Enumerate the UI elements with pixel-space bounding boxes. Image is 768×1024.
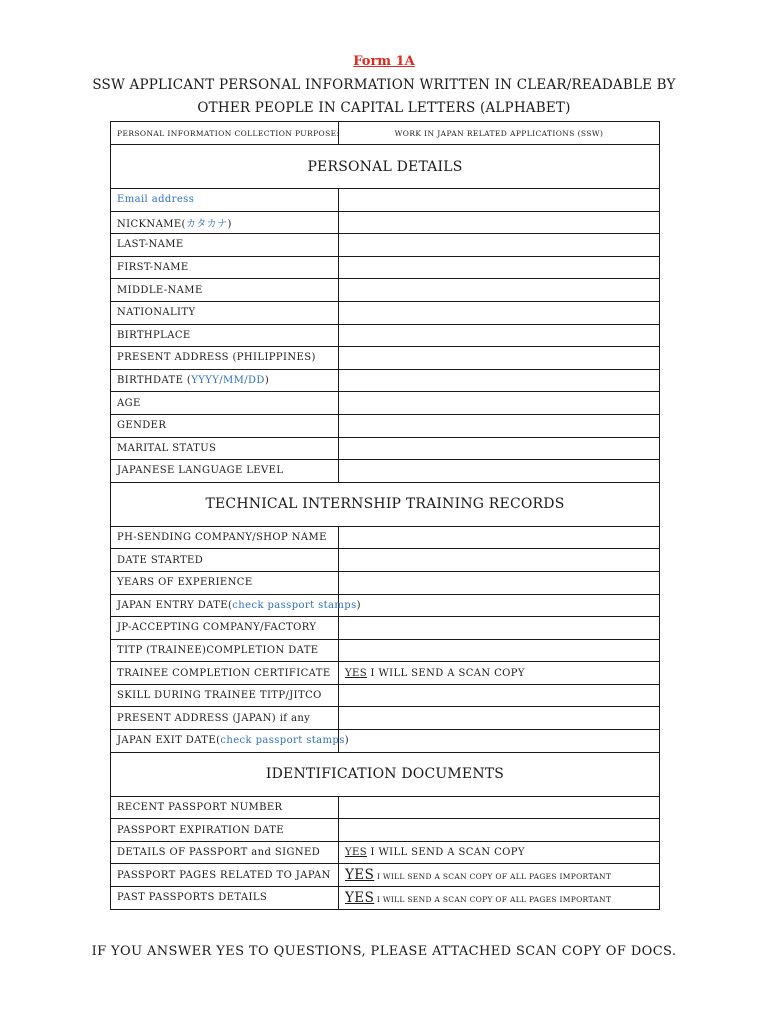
field-label: PASSPORT PAGES RELATED TO JAPAN (111, 864, 339, 887)
form-subtitle (0, 74, 768, 120)
row-nickname (111, 211, 660, 234)
japan-exit-field[interactable] (339, 730, 660, 753)
field-label: SKILL DURING TRAINEE TITP/JITCO (111, 684, 339, 707)
field-label (111, 211, 339, 234)
field-label: PASSPORT EXPIRATION DATE (111, 819, 339, 842)
field-label: PRESENT ADDRESS (PHILIPPINES) (111, 347, 339, 370)
answer-text: I WILL SEND A SCAN COPY OF ALL PAGES IMPORTANT (374, 894, 612, 904)
answer-text: I WILL SEND A SCAN COPY OF ALL PAGES IMPORTANT (374, 872, 612, 882)
section-personal-details (111, 145, 660, 189)
row-gender (111, 414, 660, 437)
row-middle-name (111, 279, 660, 302)
field-label: MARITAL STATUS (111, 437, 339, 460)
applicant-form-table (110, 121, 660, 910)
field-label: FIRST-NAME (111, 256, 339, 279)
purpose-row (111, 122, 660, 145)
field-label: GENDER (111, 414, 339, 437)
email-field[interactable] (339, 189, 660, 212)
row-first-name (111, 256, 660, 279)
row-nationality (111, 301, 660, 324)
section-technical-internship (111, 482, 660, 526)
row-email (111, 189, 660, 212)
marital-status-field[interactable] (339, 437, 660, 460)
trainee-certificate-field[interactable] (339, 662, 660, 685)
field-label: JP-ACCEPTING COMPANY/FACTORY (111, 617, 339, 640)
row-jp-company (111, 617, 660, 640)
nickname-field[interactable] (339, 211, 660, 234)
field-label: Email address (111, 189, 339, 212)
field-label: YEARS OF EXPERIENCE (111, 571, 339, 594)
field-label: TRAINEE COMPLETION CERTIFICATE (111, 662, 339, 685)
field-label: LAST-NAME (111, 234, 339, 257)
field-label: RECENT PASSPORT NUMBER (111, 796, 339, 819)
yes-answer: YES (345, 667, 367, 679)
row-birthdate (111, 369, 660, 392)
row-years-experience (111, 571, 660, 594)
field-label (111, 594, 361, 617)
purpose-label: PERSONAL INFORMATION COLLECTION PURPOSE: (111, 122, 339, 145)
purpose-value: WORK IN JAPAN RELATED APPLICATIONS (SSW) (339, 122, 660, 145)
section-title: PERSONAL DETAILS (111, 145, 660, 189)
footer-note: IF YOU ANSWER YES TO QUESTIONS, PLEASE ATTACHED SCAN COPY OF DOCS. (91, 944, 677, 959)
row-trainee-certificate (111, 662, 660, 685)
passport-number-field[interactable] (339, 796, 660, 819)
field-label (111, 369, 339, 392)
field-label: TITP (TRAINEE)COMPLETION DATE (111, 639, 339, 662)
jp-company-field[interactable] (339, 617, 660, 640)
skill-field[interactable] (339, 684, 660, 707)
answer-text: I WILL SEND A SCAN COPY (366, 847, 525, 859)
form-title: Form 1A (353, 54, 415, 69)
birthdate-close: ) (264, 375, 270, 387)
subtitle-line-2: OTHER PEOPLE IN CAPITAL LETTERS (ALPHABET) (197, 100, 571, 116)
row-titp-completion (111, 639, 660, 662)
row-passport-pages (111, 864, 660, 887)
row-passport-details (111, 841, 660, 864)
birthdate-field[interactable] (339, 369, 660, 392)
birthdate-format-note: YYYY/MM/DD (191, 375, 265, 387)
row-present-address-ph (111, 347, 660, 370)
row-japanese-level (111, 460, 660, 483)
present-address-jp-field[interactable] (339, 707, 660, 730)
japan-entry-field[interactable] (339, 594, 660, 617)
row-birthplace (111, 324, 660, 347)
nationality-field[interactable] (339, 301, 660, 324)
yes-answer: YES (345, 847, 367, 859)
field-label: PRESENT ADDRESS (JAPAN) if any (111, 707, 339, 730)
japanese-level-field[interactable] (339, 460, 660, 483)
passport-details-field[interactable] (339, 841, 660, 864)
row-last-name (111, 234, 660, 257)
subtitle-line-1: SSW APPLICANT PERSONAL INFORMATION WRITTEN IN CLEAR/READABLE BY (92, 77, 676, 93)
row-age (111, 392, 660, 415)
middle-name-field[interactable] (339, 279, 660, 302)
ph-company-field[interactable] (339, 526, 660, 549)
japan-exit-close: ) (344, 735, 350, 747)
japan-entry-label: JAPAN ENTRY DATE( (117, 599, 233, 611)
section-title: TECHNICAL INTERNSHIP TRAINING RECORDS (111, 482, 660, 526)
japan-exit-label: JAPAN EXIT DATE( (117, 735, 221, 747)
japan-entry-close: ) (356, 599, 361, 611)
years-experience-field[interactable] (339, 571, 660, 594)
row-ph-company (111, 526, 660, 549)
japan-entry-note: check passport stamps (232, 599, 357, 611)
row-japan-entry (111, 594, 660, 617)
titp-completion-field[interactable] (339, 639, 660, 662)
section-identification-documents (111, 752, 660, 796)
row-japan-exit (111, 730, 660, 753)
answer-text: I WILL SEND A SCAN COPY (366, 667, 525, 679)
row-present-address-jp (111, 707, 660, 730)
row-passport-expiration (111, 819, 660, 842)
row-skill (111, 684, 660, 707)
nickname-label: NICKNAME( (117, 218, 186, 230)
nickname-close: ) (227, 218, 232, 230)
row-marital-status (111, 437, 660, 460)
field-label: AGE (111, 392, 339, 415)
row-date-started (111, 549, 660, 572)
nickname-kana-note: カタカナ (185, 218, 228, 230)
section-title: IDENTIFICATION DOCUMENTS (111, 752, 660, 796)
field-label: JAPANESE LANGUAGE LEVEL (111, 460, 339, 483)
field-label: BIRTHPLACE (111, 324, 339, 347)
age-field[interactable] (339, 392, 660, 415)
yes-answer: YES (345, 889, 375, 906)
birthdate-label: BIRTHDATE ( (117, 375, 192, 387)
row-passport-number (111, 796, 660, 819)
gender-field[interactable] (339, 414, 660, 437)
row-past-passports (111, 887, 660, 910)
date-started-field[interactable] (339, 549, 660, 572)
yes-answer: YES (345, 867, 375, 884)
field-label: MIDDLE-NAME (111, 279, 339, 302)
field-label: DETAILS OF PASSPORT and SIGNED (111, 841, 339, 864)
japan-exit-note: check passport stamps (220, 735, 345, 747)
passport-expiration-field[interactable] (339, 819, 660, 842)
field-label: NATIONALITY (111, 301, 339, 324)
field-label (111, 730, 350, 753)
present-address-ph-field[interactable] (339, 347, 660, 370)
first-name-field[interactable] (339, 256, 660, 279)
field-label: PAST PASSPORTS DETAILS (111, 887, 339, 910)
field-label: PH-SENDING COMPANY/SHOP NAME (111, 526, 339, 549)
passport-pages-field[interactable] (339, 864, 660, 887)
past-passports-field[interactable] (339, 887, 660, 910)
field-label: DATE STARTED (111, 549, 339, 572)
last-name-field[interactable] (339, 234, 660, 257)
birthplace-field[interactable] (339, 324, 660, 347)
